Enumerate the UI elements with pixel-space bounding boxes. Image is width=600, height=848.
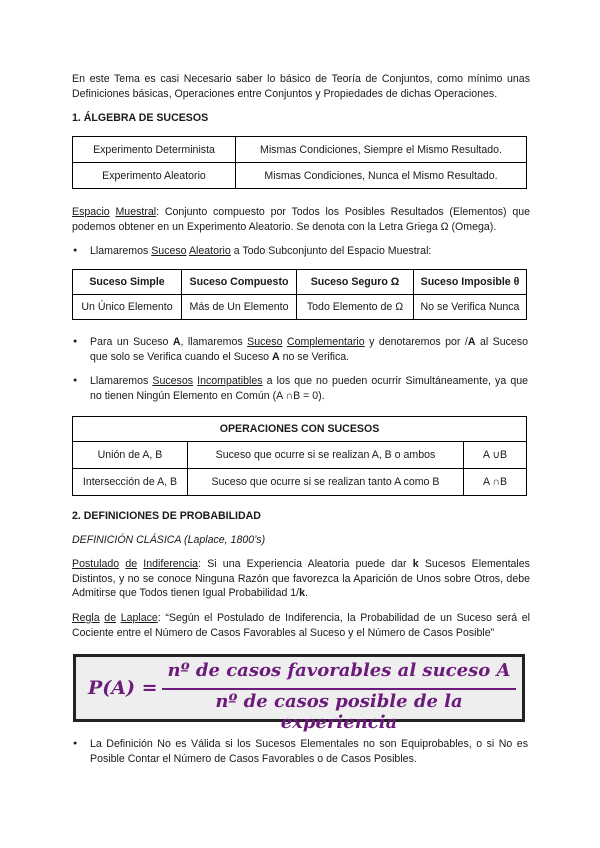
bullet-text: y denotaremos por /	[364, 336, 468, 348]
table-header: Suceso Compuesto	[182, 270, 297, 295]
term-regla: Regla	[72, 612, 100, 624]
term-de: de	[104, 612, 117, 624]
definicion-clasica-subtitle: DEFINICIÓN CLÁSICA (Laplace, 1800’s)	[72, 534, 266, 546]
table-row	[73, 442, 527, 469]
term-postulado: Postulado	[72, 558, 120, 570]
table-cell: Más de Un Elemento	[182, 295, 297, 320]
intro-paragraph: En este Tema es casi Necesario saber lo básico de Teoría de Conjuntos, como mínimo unas Definiciones básicas, Operaciones entre Conjuntos y Propiedades de dichas Operaciones.	[72, 73, 530, 100]
bullet-suceso-complementario	[90, 335, 528, 364]
bullet-sucesos-incompatibles	[90, 374, 528, 403]
table-cell: A ∪B	[464, 442, 527, 469]
table-cell: Un Único Elemento	[73, 295, 182, 320]
section-1-title: 1. ÁLGEBRA DE SUCESOS	[72, 112, 209, 124]
table-row	[73, 163, 527, 189]
table-title-row	[73, 417, 527, 442]
term-suceso: Suceso	[151, 245, 187, 257]
letter-k: k	[412, 558, 419, 570]
table-cell: No se Verifica Nunca	[414, 295, 527, 320]
section-2-title: 2. DEFINICIONES DE PROBABILIDAD	[72, 510, 261, 522]
table-cell: Intersección de A, B	[73, 469, 188, 496]
term-aleatorio: Aleatorio	[188, 245, 231, 257]
table-header: Suceso Imposible θ	[414, 270, 527, 295]
espacio-text: : Conjunto compuesto por Todos los Posibles Resultados (Elementos) que podemos obtener en un Experimento Aleatorio. Se denota con la Letra Griega Ω (Omega).	[72, 206, 530, 233]
letter-a: A	[467, 336, 476, 348]
formula-fraction-bar	[162, 688, 516, 690]
bullet-text: , llamaremos	[180, 336, 248, 348]
table-row	[73, 137, 527, 163]
postulado-text: .	[305, 587, 308, 599]
operaciones-table	[72, 416, 527, 496]
regla-laplace-paragraph	[72, 611, 530, 640]
table-header: Suceso Seguro Ω	[297, 270, 414, 295]
table-cell: Unión de A, B	[73, 442, 188, 469]
table-header-row	[73, 270, 527, 295]
sucesos-table	[72, 269, 527, 320]
term-incompatibles: Incompatibles	[197, 375, 263, 387]
table-cell: Experimento Determinista	[73, 137, 236, 163]
term-laplace: Laplace	[120, 612, 158, 624]
laplace-formula-box	[73, 654, 525, 733]
bullet-text: Llamaremos	[90, 245, 152, 257]
table-cell: Suceso que ocurre si se realizan A, B o ambos	[188, 442, 464, 469]
table-cell: Mismas Condiciones, Siempre el Mismo Resultado.	[236, 137, 527, 163]
table-cell: A ∩B	[464, 469, 527, 496]
term-muestral: Muestral	[115, 206, 157, 218]
bullet-text: al Suceso que solo se Verifica cuando el Suceso	[90, 336, 529, 363]
postulado-text: Sucesos Elementales Distintos, y no se conoce Ninguna Razón que favorezca la Aparición de Unos sobre Otros, debe Admitirse que Todos tienen Igual Probabilidad 1/	[72, 558, 530, 599]
bullet-text: a Todo Subconjunto del Espacio Muestral:	[230, 245, 432, 257]
bullet-text: a los que no pueden ocurrir Simultáneamente, ya que no tienen Ningún Elemento en Común (A ∩B = 0).	[90, 375, 528, 402]
regla-text: : “Según el Postulado de Indiferencia, la Probabilidad de un Suceso será el Cociente entre el Número de Casos Favorables al Suceso y el Número de Casos Posible”	[72, 612, 530, 639]
term-espacio: Espacio	[72, 206, 110, 218]
table-row	[73, 469, 527, 496]
espacio-muestral-paragraph	[72, 205, 530, 234]
table-cell: Experimento Aleatorio	[73, 163, 236, 189]
table-row	[73, 295, 527, 320]
experiments-table	[72, 136, 527, 189]
formula-lhs: P(A) =	[88, 677, 158, 699]
postulado-text: : Si una Experiencia Aleatoria puede dar	[198, 558, 413, 570]
bullet-validez: ● La Definición No es Válida si los Sucesos Elementales no son Equiprobables, o si No es Posible Contar el Número de Casos Favorables o de Casos Posibles.	[90, 737, 528, 766]
formula-numerator: nº de casos favorables al suceso A	[167, 660, 511, 681]
table-header: Suceso Simple	[73, 270, 182, 295]
bullet-text: Llamaremos	[90, 375, 153, 387]
bullet-suceso-aleatorio	[90, 244, 528, 259]
letter-k: k	[299, 587, 306, 599]
term-sucesos: Sucesos	[152, 375, 194, 387]
table-title: OPERACIONES CON SUCESOS	[73, 417, 527, 442]
term-complementario: Complementario	[286, 336, 365, 348]
term-de: de	[125, 558, 138, 570]
letter-a: A	[271, 350, 280, 363]
formula-denominator: nº de casos posible de la experiencia	[215, 691, 463, 733]
bullet-text: Para un Suceso	[90, 336, 173, 348]
term-indiferencia: Indiferencia	[143, 558, 199, 570]
letter-a: A	[172, 336, 181, 348]
table-cell: Todo Elemento de Ω	[297, 295, 414, 320]
bullet-text: no se Verifica.	[279, 350, 350, 363]
table-cell: Mismas Condiciones, Nunca el Mismo Resultado.	[236, 163, 527, 189]
postulado-paragraph	[72, 557, 530, 601]
table-cell: Suceso que ocurre si se realizan tanto A como B	[188, 469, 464, 496]
term-suceso: Suceso	[247, 336, 283, 348]
